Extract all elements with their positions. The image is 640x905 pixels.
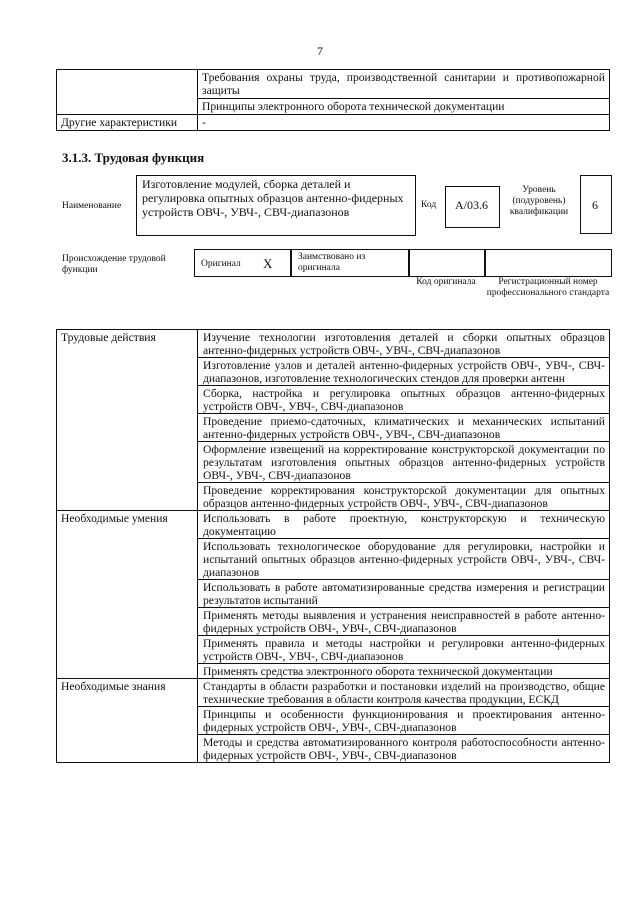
name-label: Наименование xyxy=(62,201,122,211)
code-label: Код xyxy=(421,200,437,210)
code-original-box xyxy=(408,249,486,277)
original-label: Оригинал xyxy=(201,259,241,269)
table-row xyxy=(57,330,610,358)
list-item: Использовать технологическое оборудование для регулировки, настройки и испытаний опытных образцов антенно-фидерных устройств ОВЧ-, УВЧ-, СВЧ-диапазонов xyxy=(198,539,610,580)
function-name: Изготовление модулей, сборка деталей и регулировка опытных образцов антенно-фидерных устройств ОВЧ-, УВЧ-, СВЧ-диапазонов xyxy=(142,177,404,219)
level-value: 6 xyxy=(592,198,598,212)
list-item: Стандарты в области разработки и постановки изделий на производство, общие технические требования в области контроля качества продукции, ЕСКД xyxy=(198,679,610,707)
list-item: Проведение приемо-сдаточных, климатических и механических испытаний антенно-фидерных устройств ОВЧ-, УВЧ-, СВЧ-диапазонов xyxy=(198,414,610,442)
reg-number-box xyxy=(484,249,612,277)
reg-number-label: Регистрационный номер профессионального стандарта xyxy=(486,277,610,298)
row-label: Другие характеристики xyxy=(57,115,198,131)
code-original-label: Код оригинала xyxy=(416,277,476,287)
list-item: Изучение технологии изготовления деталей и сборки опытных образцов антенно-фидерных устройств ОВЧ-, УВЧ-, СВЧ-диапазонов xyxy=(198,330,610,358)
list-item: Изготовление узлов и деталей антенно-фидерных устройств ОВЧ-, УВЧ-, СВЧ-диапазонов, изготовление технологических стендов для проверки антенн xyxy=(198,358,610,386)
table-row xyxy=(57,70,610,99)
page-number: 7 xyxy=(317,44,323,58)
category-label: Необходимые знания xyxy=(57,679,198,763)
function-details-table xyxy=(56,329,610,763)
row-label xyxy=(57,70,198,115)
list-item: Методы и средства автоматизированного контроля работоспособности антенно-фидерных устройств ОВЧ-, УВЧ-, СВЧ-диапазонов xyxy=(198,735,610,763)
level-label: Уровень (подуровень) квалификации xyxy=(509,185,569,217)
table-row xyxy=(57,511,610,539)
table-row xyxy=(57,679,610,707)
category-label: Трудовые действия xyxy=(57,330,198,511)
list-item: Использовать в работе автоматизированные средства измерения и регистрации результатов испытаний xyxy=(198,580,610,608)
origin-label: Происхождение трудовой функции xyxy=(62,254,166,275)
list-item: Сборка, настройка и регулировка опытных образцов антенно-фидерных устройств ОВЧ-, УВЧ-, СВЧ-диапазонов xyxy=(198,386,610,414)
row-item: - xyxy=(198,115,610,131)
row-item: Требования охраны труда, производственной санитарии и противопожарной защиты xyxy=(198,70,610,99)
original-mark: X xyxy=(263,256,273,271)
list-item: Проведение корректирования конструкторской документации для опытных образцов антенно-фидерных устройств ОВЧ-, УВЧ-, СВЧ-диапазонов xyxy=(198,483,610,511)
category-label: Необходимые умения xyxy=(57,511,198,679)
table-row xyxy=(57,115,610,131)
list-item: Использовать в работе проектную, конструкторскую и техническую документацию xyxy=(198,511,610,539)
list-item: Применять правила и методы настройки и регулировки антенно-фидерных устройств ОВЧ-, УВЧ-, СВЧ-диапазонов xyxy=(198,636,610,664)
section-title: 3.1.3. Трудовая функция xyxy=(62,150,205,165)
row-item: Принципы электронного оборота технической документации xyxy=(198,99,610,115)
list-item: Принципы и особенности функционирования и проектирования антенно-фидерных устройств ОВЧ-, УВЧ-, СВЧ-диапазонов xyxy=(198,707,610,735)
list-item: Применять методы выявления и устранения неисправностей в работе антенно-фидерных устройств ОВЧ-, УВЧ-, СВЧ-диапазонов xyxy=(198,608,610,636)
top-characteristics-table xyxy=(56,69,610,131)
code-value: A/03.6 xyxy=(455,198,488,212)
borrowed-label: Заимствовано из оригинала xyxy=(298,252,366,273)
list-item: Применять средства электронного оборота технической документации xyxy=(198,664,610,679)
list-item: Оформление извещений на корректирование конструкторской документации по результатам изготовления опытных образцов антенно-фидерных устройств ОВЧ-, УВЧ-, СВЧ-диапазонов xyxy=(198,442,610,483)
